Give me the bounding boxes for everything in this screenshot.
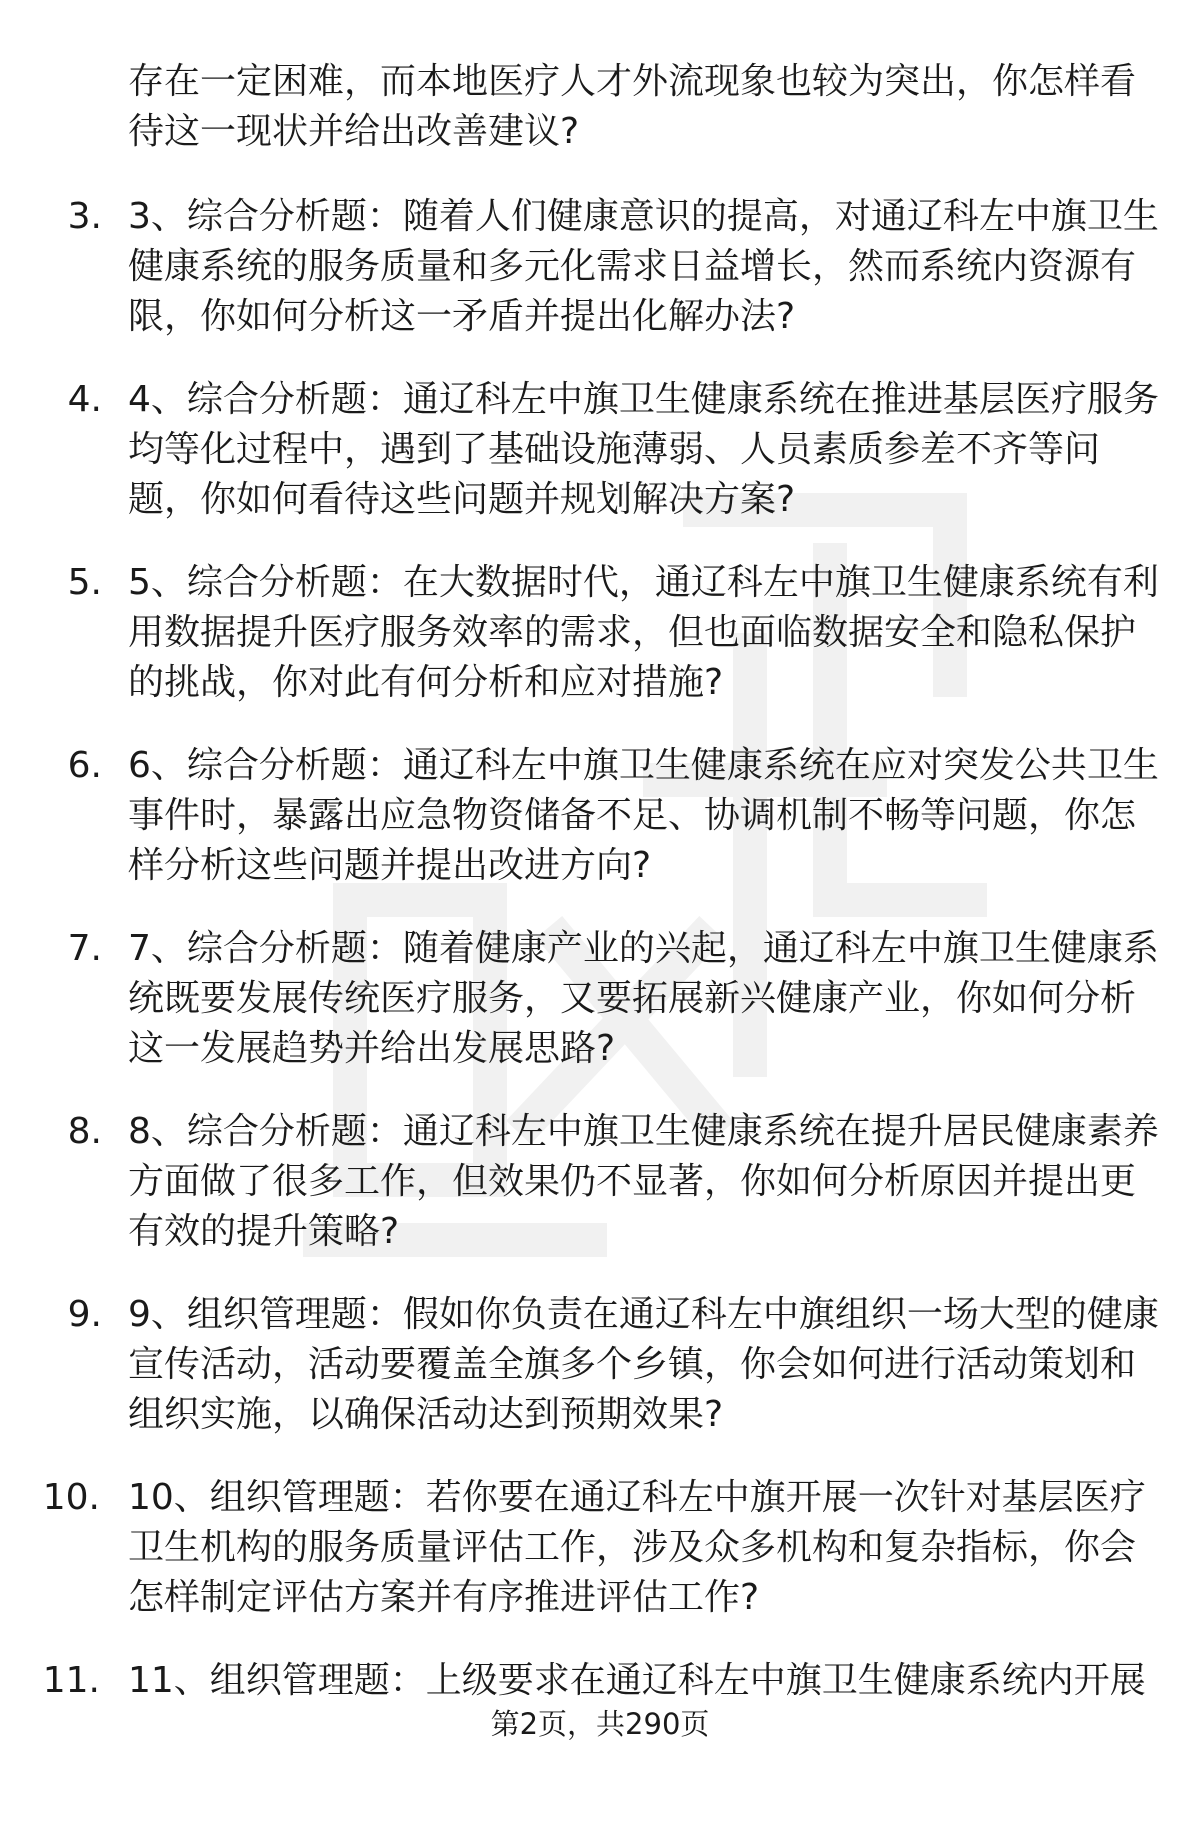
question-number: 9.	[67, 1294, 102, 1335]
question-list	[0, 192, 1200, 1839]
list-item	[0, 1473, 1200, 1656]
list-item	[0, 375, 1200, 558]
question-number: 10.	[42, 1477, 100, 1518]
question-number: 5.	[67, 562, 102, 603]
question-text: 4、综合分析题：通辽科左中旗卫生健康系统在推进基层医疗服务均等化过程中，遇到了基础设施薄弱、人员素质参差不齐等问题，你如何看待这些问题并规划解决方案?	[128, 379, 1159, 520]
list-item	[0, 558, 1200, 741]
page-footer: 第2页，共290页	[490, 1707, 710, 1741]
question-text: 7、综合分析题：随着健康产业的兴起，通辽科左中旗卫生健康系统既要发展传统医疗服务，又要拓展新兴健康产业，你如何分析这一发展趋势并给出发展思路?	[128, 928, 1159, 1069]
question-number: 6.	[67, 745, 102, 786]
question-text: 10、组织管理题：若你要在通辽科左中旗开展一次针对基层医疗卫生机构的服务质量评估工作，涉及众多机构和复杂指标，你会怎样制定评估方案并有序推进评估工作?	[128, 1477, 1146, 1618]
list-item	[0, 924, 1200, 1107]
question-text: 9、组织管理题：假如你负责在通辽科左中旗组织一场大型的健康宣传活动，活动要覆盖全旗多个乡镇，你会如何进行活动策划和组织实施，以确保活动达到预期效果?	[128, 1294, 1159, 1435]
question-number: 3.	[67, 196, 102, 237]
question-number: 11.	[42, 1660, 100, 1701]
question-text: 3、综合分析题：随着人们健康意识的提高，对通辽科左中旗卫生健康系统的服务质量和多元化需求日益增长，然而系统内资源有限，你如何分析这一矛盾并提出化解办法?	[128, 196, 1159, 337]
list-item	[0, 741, 1200, 924]
continued-question-text: 存在一定困难，而本地医疗人才外流现象也较为突出，你怎样看待这一现状并给出改善建议?	[128, 61, 1137, 152]
list-item	[0, 1107, 1200, 1290]
list-item	[0, 1290, 1200, 1473]
question-number: 7.	[67, 928, 102, 969]
question-number: 8.	[67, 1111, 102, 1152]
list-item	[0, 1656, 1200, 1839]
question-text: 8、综合分析题：通辽科左中旗卫生健康系统在提升居民健康素养方面做了很多工作，但效果仍不显著，你如何分析原因并提出更有效的提升策略?	[128, 1111, 1159, 1252]
question-number: 4.	[67, 379, 102, 420]
list-item	[0, 192, 1200, 375]
question-text: 6、综合分析题：通辽科左中旗卫生健康系统在应对突发公共卫生事件时，暴露出应急物资储备不足、协调机制不畅等问题，你怎样分析这些问题并提出改进方向?	[128, 745, 1159, 886]
question-text: 5、综合分析题：在大数据时代，通辽科左中旗卫生健康系统有利用数据提升医疗服务效率的需求，但也面临数据安全和隐私保护的挑战，你对此有何分析和应对措施?	[128, 562, 1159, 703]
question-text: 11、组织管理题：上级要求在通辽科左中旗卫生健康系统内开展	[128, 1660, 1146, 1701]
